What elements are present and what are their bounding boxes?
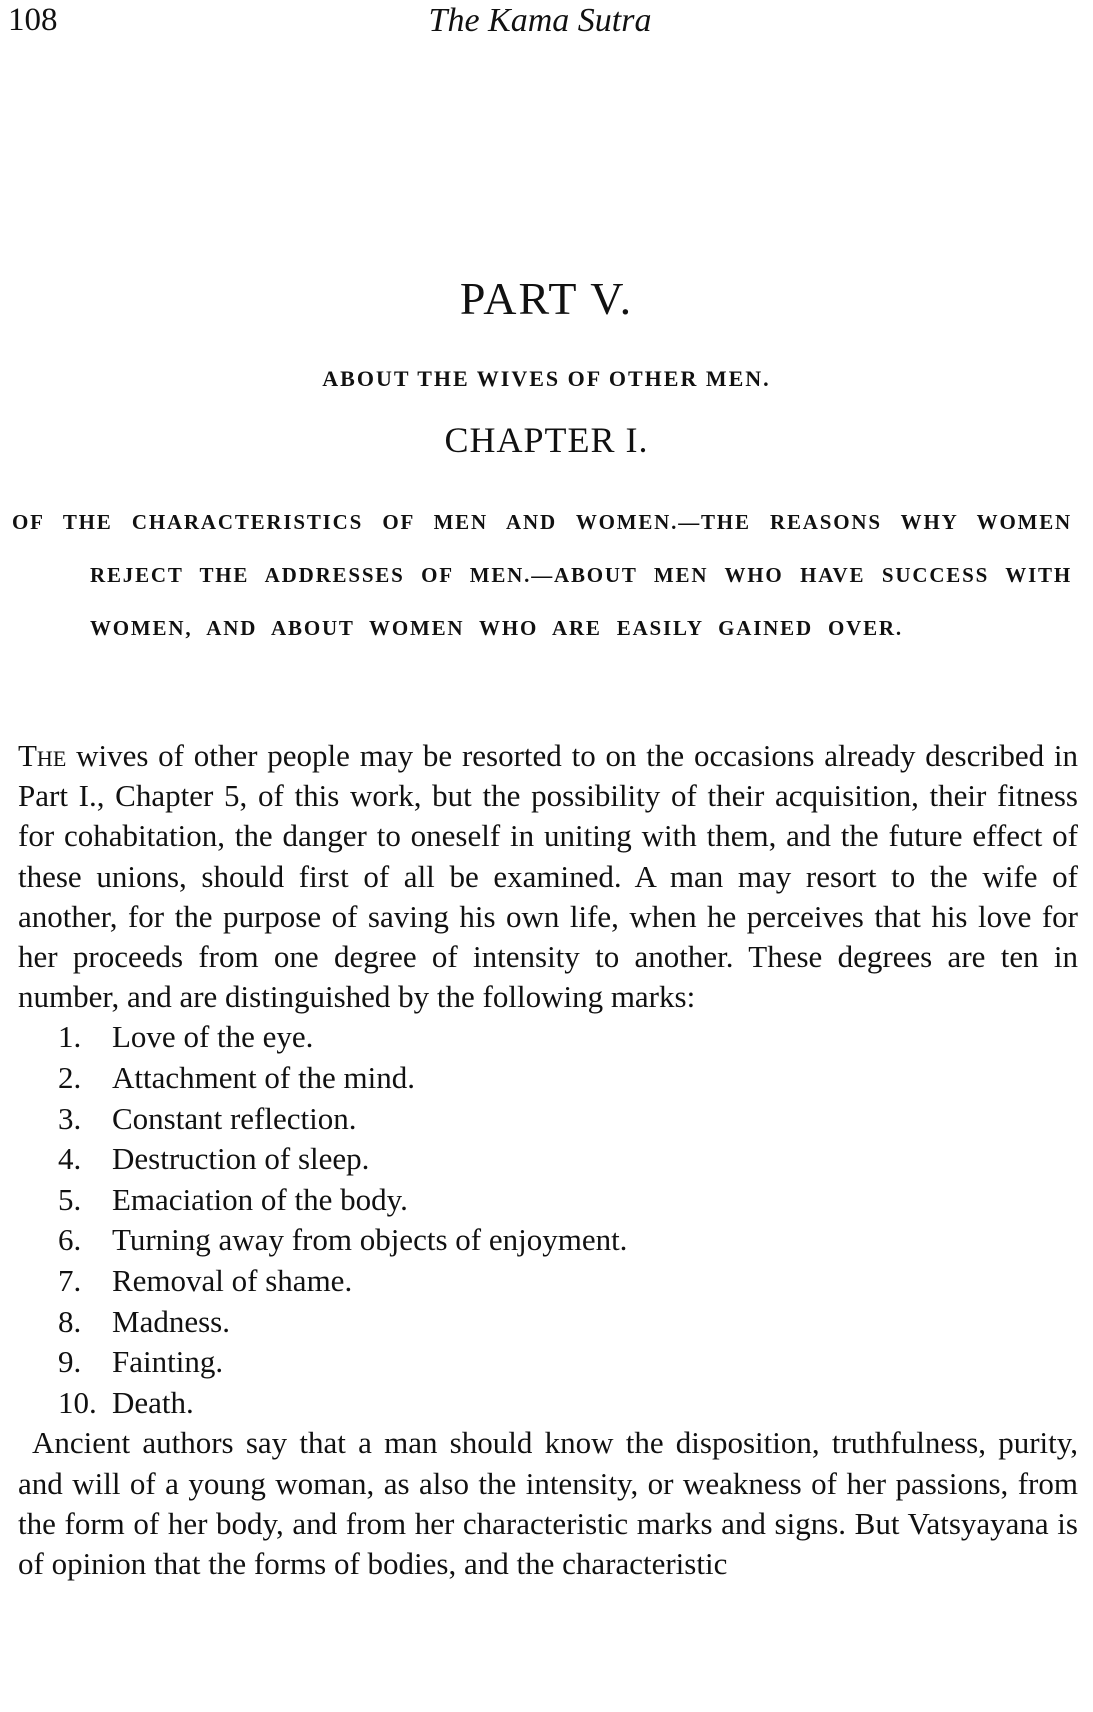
degrees-list (18, 1017, 1078, 1423)
list-item-text: Love of the eye. (112, 1019, 314, 1055)
list-item-number: 8. (58, 1303, 82, 1339)
list-item-text: Destruction of sleep. (112, 1141, 370, 1177)
list-item (18, 1220, 1078, 1261)
paragraph-2: Ancient authors say that a man should know the disposition, truthfulness, purity, and will of a young woman, as also the intensity, or weakness of her passions, from the form of her body, and from her characteristic marks and signs. But Vatsyayana is of opinion that the forms of bodies, and the characteristic (18, 1425, 1078, 1581)
list-item-number: 4. (58, 1141, 82, 1177)
list-item (18, 1261, 1078, 1302)
list-item (18, 1302, 1078, 1343)
list-item-text: Fainting. (112, 1344, 224, 1380)
list-item-text: Constant reflection. (112, 1100, 357, 1136)
list-item-text: Attachment of the mind. (112, 1060, 416, 1096)
list-item-number: 2. (58, 1060, 82, 1096)
page-number: 108 (8, 2, 58, 38)
list-item-number: 6. (58, 1222, 82, 1258)
list-item-number: 5. (58, 1181, 82, 1217)
list-item-number: 9. (58, 1344, 82, 1380)
running-head (0, 2, 1093, 42)
list-item (18, 1180, 1078, 1221)
chapter-title: CHAPTER I. (444, 420, 649, 460)
running-title: The Kama Sutra (428, 2, 652, 39)
body-text (18, 736, 1078, 1584)
list-item (18, 1099, 1078, 1140)
list-item-text: Death. (112, 1384, 194, 1420)
paragraph-1-text: wives of other people may be resorted to on the occasions already described in Part I., Chapter 5, of this work, but the possibility of their acquisition, their fitness for cohabitation, the danger to oneself in uniting with them, and the future effect of these unions, should first of all be examined. A man may resort to the wife of another, for the purpose of saving his own life, when he perceives that his love for her proceeds from one degree of intensity to another. These degrees are ten in number, and are distinguished by the following marks: (18, 738, 1078, 1015)
list-item-text: Removal of shame. (112, 1262, 353, 1298)
part-subtitle: ABOUT THE WIVES OF OTHER MEN. (322, 366, 771, 391)
paragraph-lead-word: The (18, 738, 67, 773)
part-title: PART V. (459, 273, 634, 324)
list-item-number: 1. (58, 1019, 82, 1055)
chapter-subtitle: OF THE CHARACTERISTICS OF MEN AND WOMEN.—THE REASONS WHY WOMEN REJECT THE ADDRESSES OF MEN.—ABOUT MEN WHO HAVE SUCCESS WITH WOMEN, AND ABOUT WOMEN WHO ARE EASILY GAINED OVER. (12, 510, 1072, 640)
list-item-number: 7. (58, 1262, 82, 1298)
list-item-number: 10. (58, 1384, 97, 1420)
paragraph-1 (18, 736, 1078, 1017)
list-item (18, 1058, 1078, 1099)
list-item-text: Turning away from objects of enjoyment. (112, 1222, 628, 1258)
list-item (18, 1017, 1078, 1058)
list-item-number: 3. (58, 1100, 82, 1136)
list-item-text: Emaciation of the body. (112, 1181, 408, 1217)
list-item (18, 1342, 1078, 1383)
list-item-text: Madness. (112, 1303, 230, 1339)
list-item (18, 1139, 1078, 1180)
list-item (18, 1383, 1078, 1424)
